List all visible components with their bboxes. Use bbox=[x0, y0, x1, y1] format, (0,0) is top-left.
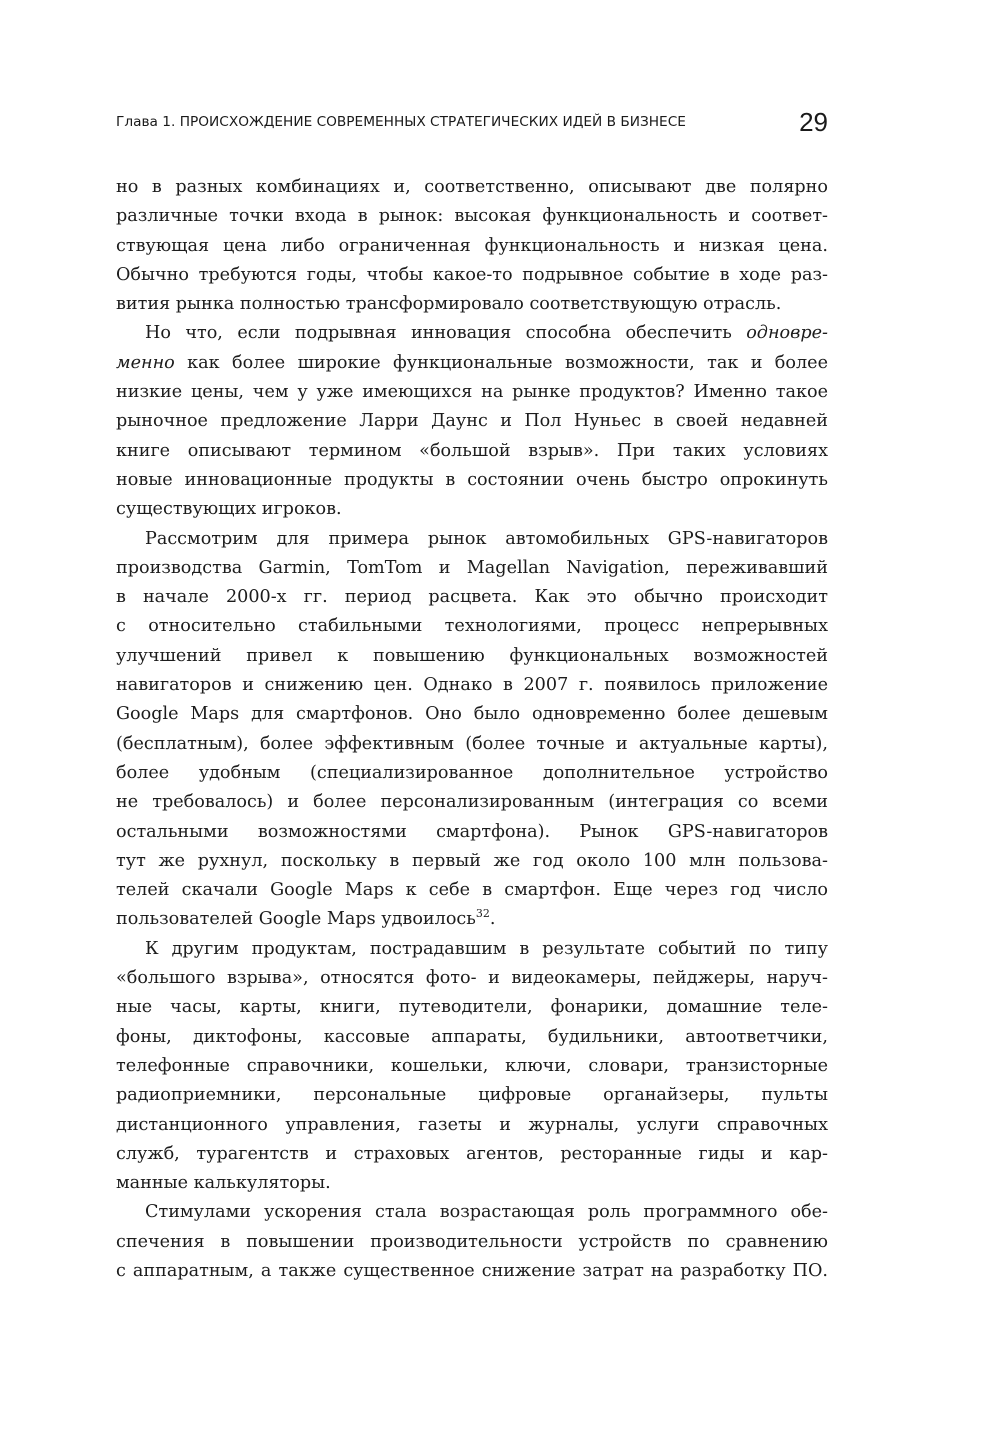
text-line: не требовалось) и более персонализированным (интеграция со всеми bbox=[116, 792, 828, 813]
text-line: с аппаратным, а также существенное снижение затрат на разработку ПО. bbox=[116, 1260, 828, 1281]
text-line bbox=[116, 319, 828, 348]
paragraph bbox=[116, 173, 828, 319]
paragraph bbox=[116, 525, 828, 935]
text-line: Рассмотрим для примера рынок автомобильных GPS-навигаторов bbox=[145, 528, 828, 549]
text-line: радиоприемники, персональные цифровые органайзеры, пульты bbox=[116, 1085, 828, 1106]
footnote-reference[interactable]: 32 bbox=[475, 907, 490, 921]
italic-text: одновре- bbox=[746, 323, 828, 344]
text-line: с относительно стабильными технологиями, процесс непрерывных bbox=[116, 616, 828, 637]
page-number: 29 bbox=[799, 107, 828, 137]
text-line bbox=[116, 349, 828, 378]
text-line: остальными возможностями смартфона). Рынок GPS-навигаторов bbox=[116, 821, 828, 842]
text-line: тут же рухнул, поскольку в первый же год около 100 млн пользова- bbox=[116, 850, 828, 871]
text-line: навигаторов и снижению цен. Однако в 2007 г. появилось приложение bbox=[116, 675, 828, 696]
text-line: книге описывают термином «большой взрыв». При таких условиях bbox=[116, 440, 828, 461]
text-line: улучшений привел к повышению функциональных возможностей bbox=[116, 645, 828, 666]
text-line: низкие цены, чем у уже имеющихся на рынке продуктов? Именно такое bbox=[116, 382, 828, 403]
text-line: манные калькуляторы. bbox=[116, 1173, 331, 1194]
text-line: Стимулами ускорения стала возрастающая роль программного обе- bbox=[145, 1202, 828, 1223]
text-line bbox=[116, 905, 828, 934]
text-line: фоны, диктофоны, кассовые аппараты, будильники, автоответчики, bbox=[116, 1026, 828, 1047]
paragraph bbox=[116, 319, 828, 524]
text-line: дистанционного управления, газеты и журналы, услуги справочных bbox=[116, 1114, 828, 1135]
paragraph bbox=[116, 1198, 828, 1286]
running-header bbox=[116, 107, 828, 137]
text-line: ствующая цена либо ограниченная функциональность и низкая цена. bbox=[116, 235, 828, 256]
text-run: Но что, если подрывная инновация способна обеспечить bbox=[145, 323, 747, 344]
body-text bbox=[116, 173, 828, 1286]
text-line: существующих игроков. bbox=[116, 499, 342, 520]
text-run: как более широкие функциональные возможности, так и более bbox=[174, 352, 828, 373]
text-line: телей скачали Google Maps к себе в смартфон. Еще через год число bbox=[116, 880, 828, 901]
chapter-title: Глава 1. ПРОИСХОЖДЕНИЕ СОВРЕМЕННЫХ СТРАТЕГИЧЕСКИХ ИДЕЙ В БИЗНЕСЕ bbox=[116, 114, 686, 130]
text-line: ные часы, карты, книги, путеводители, фонарики, домашние теле- bbox=[116, 997, 828, 1018]
text-line: рыночное предложение Ларри Даунс и Пол Нуньес в своей недавней bbox=[116, 411, 828, 432]
paragraph bbox=[116, 935, 828, 1199]
text-line: Google Maps для смартфонов. Оно было одновременно более дешевым bbox=[116, 704, 828, 725]
text-line: Обычно требуются годы, чтобы какое-то подрывное событие в ходе раз- bbox=[116, 264, 828, 285]
italic-text: менно bbox=[116, 352, 175, 373]
text-line: «большого взрыва», относятся фото- и видеокамеры, пейджеры, наруч- bbox=[116, 968, 828, 989]
text-line: телефонные справочники, кошельки, ключи, словари, транзисторные bbox=[116, 1055, 828, 1076]
text-line: служб, турагентств и страховых агентов, ресторанные гиды и кар- bbox=[116, 1143, 828, 1164]
text-line: более удобным (специализированное дополнительное устройство bbox=[116, 762, 828, 783]
text-run: . bbox=[489, 909, 496, 930]
text-line: К другим продуктам, пострадавшим в результате событий по типу bbox=[145, 938, 828, 959]
text-line: спечения в повышении производительности устройств по сравнению bbox=[116, 1231, 828, 1252]
text-line: но в разных комбинациях и, соответственно, описывают две полярно bbox=[116, 177, 828, 197]
text-line: вития рынка полностью трансформировало соответствующую отрасль. bbox=[116, 294, 782, 315]
text-line: производства Garmin, TomTom и Magellan Navigation, переживавший bbox=[116, 557, 828, 578]
text-line: (бесплатным), более эффективным (более точные и актуальные карты), bbox=[116, 733, 828, 754]
text-run: пользователей Google Maps удвоилось bbox=[116, 909, 476, 930]
text-line: в начале 2000-х гг. период расцвета. Как это обычно происходит bbox=[116, 587, 828, 608]
text-line: новые инновационные продукты в состоянии очень быстро опрокинуть bbox=[116, 469, 828, 490]
text-line: различные точки входа в рынок: высокая функциональность и соответ- bbox=[116, 206, 828, 227]
